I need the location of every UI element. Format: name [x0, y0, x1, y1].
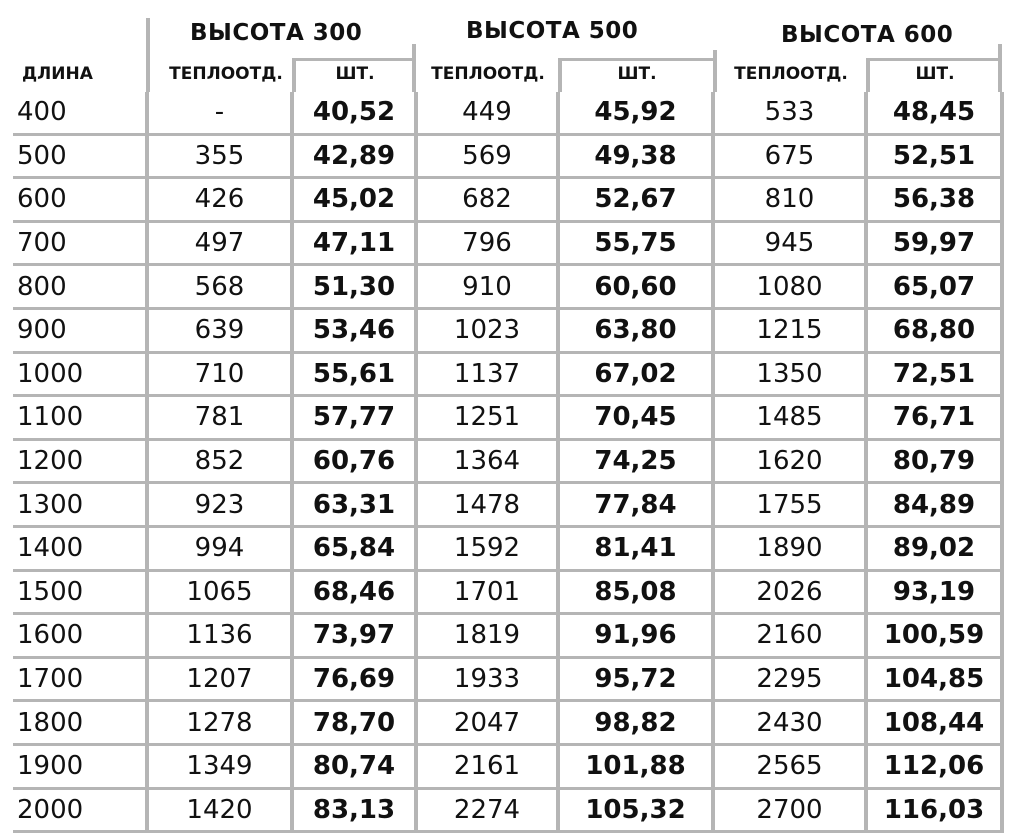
- h600-pcs-cell: 112,06: [866, 744, 1002, 788]
- h600-heat-cell: 2700: [713, 788, 866, 832]
- table-row: [13, 221, 1002, 265]
- h500-heat-cell: 2274: [416, 788, 558, 832]
- table-body: [13, 92, 1002, 832]
- h500-heat-cell: 1933: [416, 657, 558, 701]
- table-row: [13, 178, 1002, 222]
- h600-pcs-cell: 104,85: [866, 657, 1002, 701]
- length-cell: 800: [13, 265, 147, 309]
- h300-pcs-cell: 51,30: [292, 265, 416, 309]
- length-cell: 1200: [13, 439, 147, 483]
- h500-pcs-cell: 85,08: [558, 570, 713, 614]
- h300-pcs-cell: 65,84: [292, 526, 416, 570]
- header-divider: [292, 60, 296, 92]
- group-title-h300: ВЫСОТА 300: [190, 20, 363, 46]
- header-divider: [412, 44, 416, 92]
- h600-pcs-cell: 100,59: [866, 614, 1002, 658]
- table-row: [13, 483, 1002, 527]
- h300-pcs-cell: 55,61: [292, 352, 416, 396]
- h300-heat-cell: 710: [147, 352, 292, 396]
- h600-heat-cell: 2430: [713, 701, 866, 745]
- h300-heat-cell: 923: [147, 483, 292, 527]
- h600-pcs-cell: 116,03: [866, 788, 1002, 832]
- length-cell: 1800: [13, 701, 147, 745]
- table-header: [0, 0, 1022, 92]
- h600-heat-cell: 2295: [713, 657, 866, 701]
- length-cell: 600: [13, 178, 147, 222]
- h600-pcs-header: ШТ.: [915, 64, 955, 84]
- table-row: [13, 788, 1002, 832]
- h500-heat-cell: 1701: [416, 570, 558, 614]
- table-row: [13, 92, 1002, 134]
- h300-heat-cell: 497: [147, 221, 292, 265]
- h600-pcs-cell: 56,38: [866, 178, 1002, 222]
- h300-pcs-cell: 42,89: [292, 134, 416, 178]
- group-title-h500: ВЫСОТА 500: [466, 18, 639, 44]
- h500-heat-cell: 796: [416, 221, 558, 265]
- h600-pcs-cell: 65,07: [866, 265, 1002, 309]
- header-divider: [866, 60, 870, 92]
- h600-pcs-cell: 72,51: [866, 352, 1002, 396]
- header-divider: [292, 58, 416, 61]
- h500-pcs-cell: 98,82: [558, 701, 713, 745]
- table-row: [13, 570, 1002, 614]
- h600-heat-cell: 2160: [713, 614, 866, 658]
- length-cell: 700: [13, 221, 147, 265]
- price-table: [13, 92, 1004, 833]
- length-cell: 1900: [13, 744, 147, 788]
- h500-heat-cell: 1364: [416, 439, 558, 483]
- h300-heat-cell: 568: [147, 265, 292, 309]
- h600-heat-cell: 2565: [713, 744, 866, 788]
- h500-heat-cell: 682: [416, 178, 558, 222]
- h300-pcs-cell: 60,76: [292, 439, 416, 483]
- h500-pcs-cell: 49,38: [558, 134, 713, 178]
- h500-pcs-cell: 101,88: [558, 744, 713, 788]
- h600-pcs-cell: 89,02: [866, 526, 1002, 570]
- header-divider: [998, 44, 1002, 92]
- h600-heat-cell: 675: [713, 134, 866, 178]
- h300-pcs-cell: 45,02: [292, 178, 416, 222]
- h600-pcs-cell: 52,51: [866, 134, 1002, 178]
- h500-pcs-cell: 91,96: [558, 614, 713, 658]
- length-cell: 1600: [13, 614, 147, 658]
- h300-heat-cell: 994: [147, 526, 292, 570]
- table-row: [13, 308, 1002, 352]
- h500-heat-cell: 910: [416, 265, 558, 309]
- h300-pcs-cell: 73,97: [292, 614, 416, 658]
- table-row: [13, 265, 1002, 309]
- h500-pcs-cell: 74,25: [558, 439, 713, 483]
- header-divider: [558, 60, 562, 92]
- h300-pcs-cell: 68,46: [292, 570, 416, 614]
- length-header: ДЛИНА: [22, 64, 93, 84]
- length-cell: 1400: [13, 526, 147, 570]
- h500-heat-cell: 569: [416, 134, 558, 178]
- h600-pcs-cell: 76,71: [866, 396, 1002, 440]
- h500-pcs-cell: 77,84: [558, 483, 713, 527]
- h300-pcs-cell: 80,74: [292, 744, 416, 788]
- h500-pcs-cell: 45,92: [558, 92, 713, 134]
- h500-heat-cell: 1592: [416, 526, 558, 570]
- h300-heat-cell: 1136: [147, 614, 292, 658]
- h600-heat-cell: 1755: [713, 483, 866, 527]
- h300-heat-cell: 1278: [147, 701, 292, 745]
- length-cell: 1300: [13, 483, 147, 527]
- h600-heat-cell: 2026: [713, 570, 866, 614]
- h300-pcs-cell: 53,46: [292, 308, 416, 352]
- h300-heat-cell: 852: [147, 439, 292, 483]
- h300-pcs-cell: 83,13: [292, 788, 416, 832]
- length-cell: 1700: [13, 657, 147, 701]
- h600-heat-cell: 1080: [713, 265, 866, 309]
- length-cell: 900: [13, 308, 147, 352]
- h500-pcs-cell: 55,75: [558, 221, 713, 265]
- h300-pcs-cell: 63,31: [292, 483, 416, 527]
- h500-pcs-cell: 95,72: [558, 657, 713, 701]
- group-title-h600: ВЫСОТА 600: [781, 22, 954, 48]
- length-cell: 1100: [13, 396, 147, 440]
- h500-pcs-cell: 70,45: [558, 396, 713, 440]
- length-cell: 2000: [13, 788, 147, 832]
- h300-heat-cell: 639: [147, 308, 292, 352]
- length-cell: 500: [13, 134, 147, 178]
- h600-heat-cell: 945: [713, 221, 866, 265]
- h600-pcs-cell: 68,80: [866, 308, 1002, 352]
- h600-pcs-cell: 108,44: [866, 701, 1002, 745]
- h500-pcs-cell: 105,32: [558, 788, 713, 832]
- h300-heat-cell: 426: [147, 178, 292, 222]
- h300-pcs-cell: 76,69: [292, 657, 416, 701]
- length-cell: 1000: [13, 352, 147, 396]
- table-row: [13, 134, 1002, 178]
- table-row: [13, 701, 1002, 745]
- header-divider: [866, 58, 1002, 61]
- h500-pcs-cell: 81,41: [558, 526, 713, 570]
- h300-heat-cell: 781: [147, 396, 292, 440]
- h500-heat-cell: 1478: [416, 483, 558, 527]
- h600-pcs-cell: 48,45: [866, 92, 1002, 134]
- table-row: [13, 657, 1002, 701]
- table-row: [13, 396, 1002, 440]
- h300-pcs-cell: 47,11: [292, 221, 416, 265]
- h500-heat-cell: 1023: [416, 308, 558, 352]
- h300-heat-header: ТЕПЛООТД.: [169, 64, 283, 84]
- h600-heat-cell: 1350: [713, 352, 866, 396]
- h600-pcs-cell: 59,97: [866, 221, 1002, 265]
- h500-heat-cell: 2047: [416, 701, 558, 745]
- length-cell: 400: [13, 92, 147, 134]
- h300-pcs-header: ШТ.: [335, 64, 375, 84]
- h500-heat-cell: 1251: [416, 396, 558, 440]
- h600-heat-cell: 533: [713, 92, 866, 134]
- h500-pcs-header: ШТ.: [617, 64, 657, 84]
- h600-heat-cell: 1890: [713, 526, 866, 570]
- h600-pcs-cell: 93,19: [866, 570, 1002, 614]
- h300-heat-cell: 1065: [147, 570, 292, 614]
- h600-heat-cell: 1620: [713, 439, 866, 483]
- h300-heat-cell: 1349: [147, 744, 292, 788]
- table-row: [13, 614, 1002, 658]
- h600-heat-cell: 1215: [713, 308, 866, 352]
- h500-heat-cell: 1137: [416, 352, 558, 396]
- h500-heat-cell: 449: [416, 92, 558, 134]
- h600-pcs-cell: 80,79: [866, 439, 1002, 483]
- h500-pcs-cell: 60,60: [558, 265, 713, 309]
- h300-pcs-cell: 40,52: [292, 92, 416, 134]
- header-divider: [713, 50, 717, 92]
- h600-heat-cell: 810: [713, 178, 866, 222]
- h300-heat-cell: 1420: [147, 788, 292, 832]
- h300-heat-cell: -: [147, 92, 292, 134]
- header-divider: [146, 18, 150, 92]
- h500-pcs-cell: 52,67: [558, 178, 713, 222]
- table-row: [13, 526, 1002, 570]
- header-divider: [558, 58, 717, 61]
- h300-heat-cell: 1207: [147, 657, 292, 701]
- table-row: [13, 352, 1002, 396]
- h600-pcs-cell: 84,89: [866, 483, 1002, 527]
- length-cell: 1500: [13, 570, 147, 614]
- h500-heat-header: ТЕПЛООТД.: [431, 64, 545, 84]
- h500-heat-cell: 1819: [416, 614, 558, 658]
- h500-pcs-cell: 67,02: [558, 352, 713, 396]
- h300-heat-cell: 355: [147, 134, 292, 178]
- h600-heat-header: ТЕПЛООТД.: [734, 64, 848, 84]
- table-row: [13, 744, 1002, 788]
- h500-pcs-cell: 63,80: [558, 308, 713, 352]
- h600-heat-cell: 1485: [713, 396, 866, 440]
- table-row: [13, 439, 1002, 483]
- h300-pcs-cell: 78,70: [292, 701, 416, 745]
- h300-pcs-cell: 57,77: [292, 396, 416, 440]
- h500-heat-cell: 2161: [416, 744, 558, 788]
